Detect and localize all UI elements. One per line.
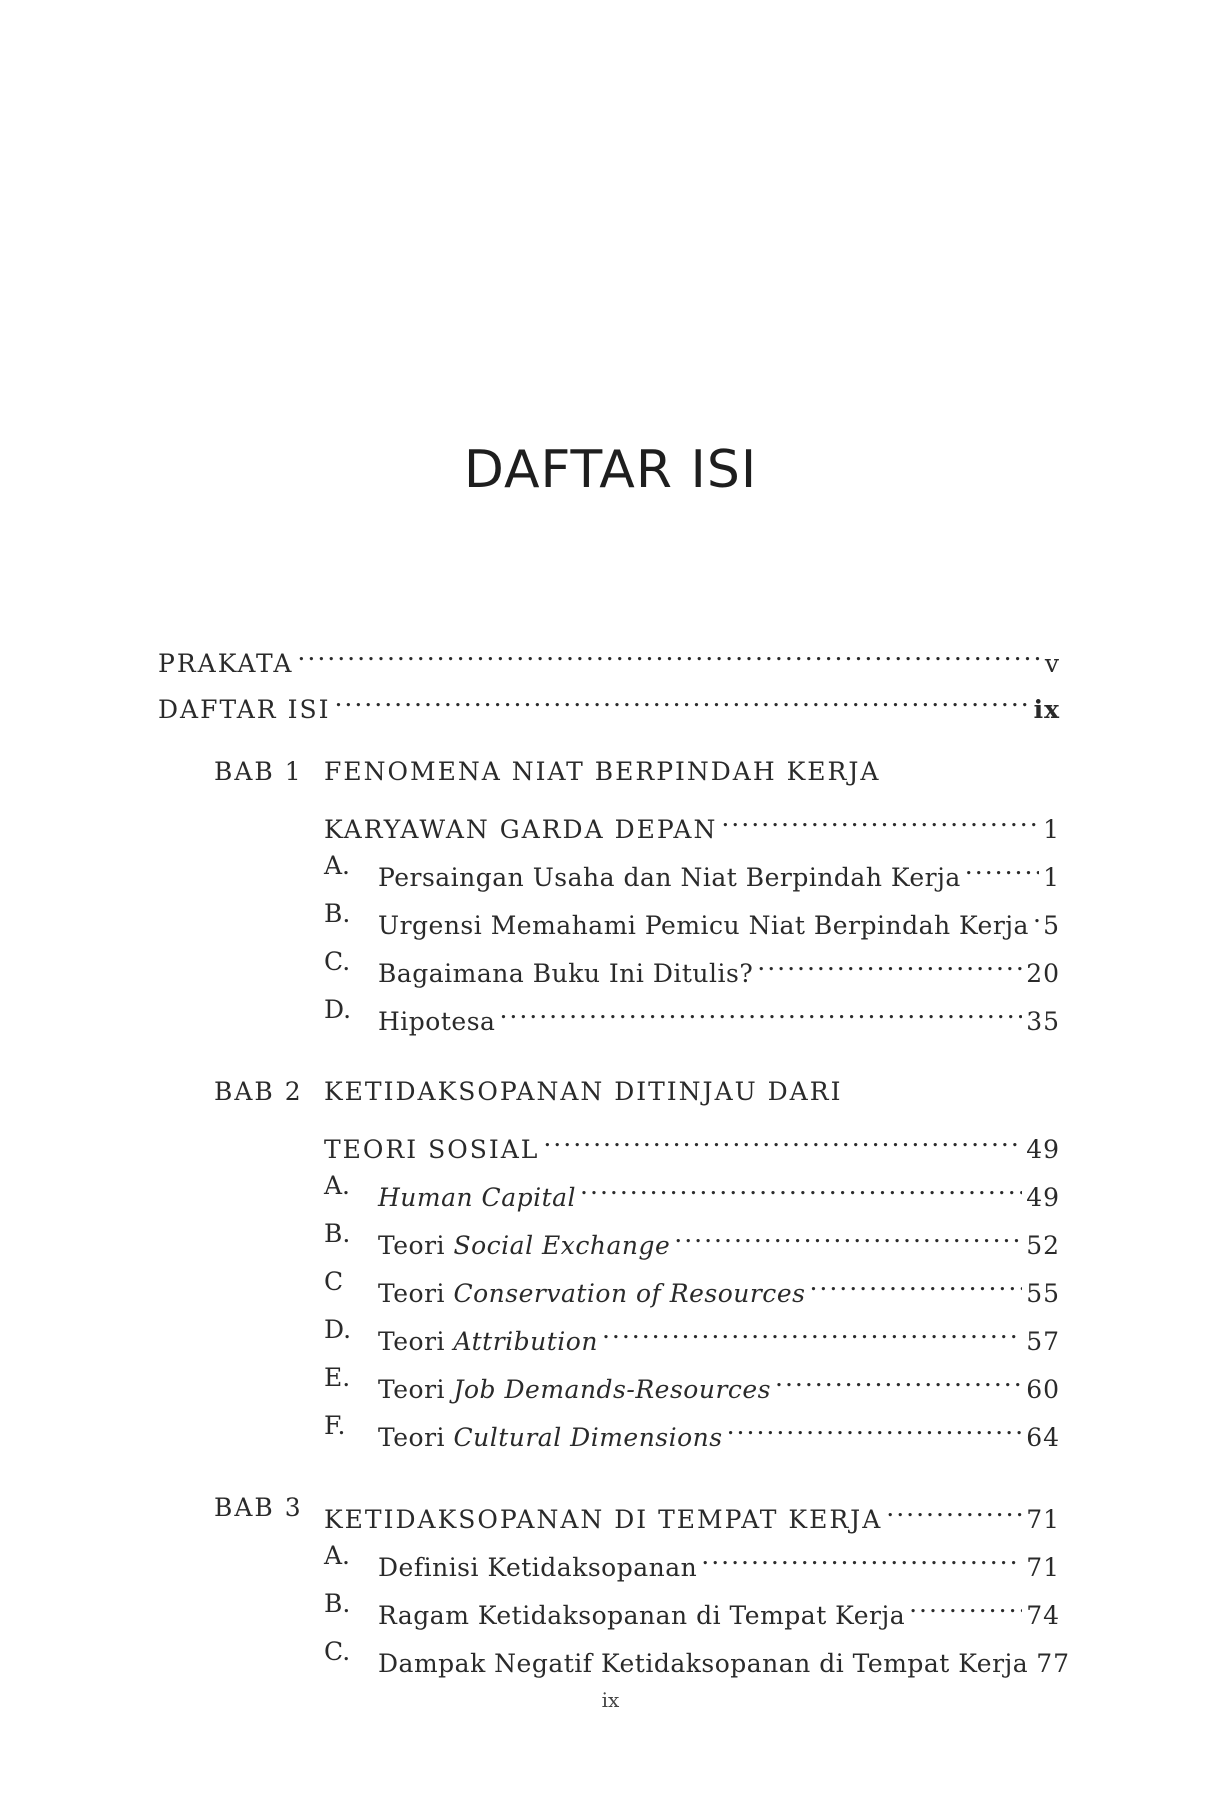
chapter-number: BAB 2 xyxy=(214,1077,303,1106)
toc-entry-page: 74 xyxy=(1026,1601,1060,1630)
section-letter: A. xyxy=(324,1541,351,1570)
dot-leader xyxy=(965,846,1039,886)
toc-entry-chapter-3[interactable] xyxy=(324,1488,1060,1534)
dot-leader xyxy=(886,1488,1022,1528)
section-title-prefix: Teori xyxy=(378,1375,454,1404)
toc-entry-page: 71 xyxy=(1026,1553,1060,1582)
toc-entry-section[interactable] xyxy=(378,942,1060,988)
section-title: Dampak Negatif Ketidaksopanan di Tempat Kerja xyxy=(378,1649,1029,1678)
dot-leader xyxy=(757,942,1022,982)
section-title-italic: Human Capital xyxy=(378,1183,577,1212)
toc-entry-page: 1 xyxy=(1043,863,1060,892)
dot-leader xyxy=(1033,894,1039,934)
toc-entry-page: 20 xyxy=(1026,959,1060,988)
toc-entry-section[interactable] xyxy=(378,894,1060,940)
section-title-italic: Attribution xyxy=(453,1327,598,1356)
page-title: DAFTAR ISI xyxy=(463,440,758,500)
chapter-title: FENOMENA NIAT BERPINDAH KERJA xyxy=(324,757,881,786)
section-letter: F. xyxy=(324,1411,346,1440)
toc-entry-section[interactable] xyxy=(378,1584,1060,1630)
toc-entry-section[interactable] xyxy=(378,1632,1071,1678)
section-title-italic: Conservation of Resources xyxy=(453,1279,806,1308)
section-title: Urgensi Memahami Pemicu Niat Berpindah Kerja xyxy=(378,911,1029,940)
section-title xyxy=(378,1178,576,1218)
toc-entry-page: 71 xyxy=(1026,1505,1060,1534)
chapter-title: KETIDAKSOPANAN DITINJAU DARI xyxy=(324,1077,843,1106)
section-letter: D. xyxy=(324,1315,352,1344)
toc-entry-page: 55 xyxy=(1026,1279,1060,1308)
chapter-title: KARYAWAN GARDA DEPAN xyxy=(324,815,718,844)
toc-entry-page: ix xyxy=(1033,695,1060,724)
chapter-title-line[interactable] xyxy=(324,752,1060,792)
section-letter: C xyxy=(324,1267,344,1296)
chapter-title-line[interactable] xyxy=(324,1072,1060,1112)
section-title-prefix: Teori xyxy=(378,1327,454,1356)
section-title-prefix: Teori xyxy=(378,1231,454,1260)
toc-entry-page: 49 xyxy=(1026,1135,1060,1164)
section-letter: B. xyxy=(324,899,351,928)
toc-entry-page: 52 xyxy=(1026,1231,1060,1260)
section-title: Persaingan Usaha dan Niat Berpindah Kerja xyxy=(378,863,961,892)
section-letter: C. xyxy=(324,947,351,976)
dot-leader xyxy=(602,1310,1022,1350)
section-letter: B. xyxy=(324,1219,351,1248)
section-title xyxy=(378,1322,598,1362)
toc-entry-chapter-1[interactable] xyxy=(324,798,1060,844)
toc-entry-daftar-isi[interactable] xyxy=(158,678,1060,724)
section-title-italic: Cultural Dimensions xyxy=(453,1423,723,1452)
section-title: Definisi Ketidaksopanan xyxy=(378,1553,698,1582)
chapter-number: BAB 1 xyxy=(214,757,303,786)
page-number: ix xyxy=(601,1688,620,1712)
chapter-title: TEORI SOSIAL xyxy=(324,1135,540,1164)
chapter-number: BAB 3 xyxy=(214,1493,303,1522)
section-title xyxy=(378,1226,670,1266)
dot-leader xyxy=(809,1262,1022,1302)
section-title xyxy=(378,1274,805,1314)
section-letter: A. xyxy=(324,851,351,880)
dot-leader xyxy=(727,1406,1023,1446)
dot-leader xyxy=(775,1358,1022,1398)
section-letter: A. xyxy=(324,1171,351,1200)
dot-leader xyxy=(499,990,1022,1030)
toc-entry-page: 77 xyxy=(1036,1649,1071,1678)
section-title: Bagaimana Buku Ini Ditulis? xyxy=(378,959,754,988)
toc-entry-page: 5 xyxy=(1043,911,1060,940)
toc-entry-section[interactable] xyxy=(378,1310,1060,1356)
section-title-italic: Job Demands-Resources xyxy=(453,1375,772,1404)
toc-entry-section[interactable] xyxy=(378,990,1060,1036)
section-title: Hipotesa xyxy=(378,1007,496,1036)
section-title: Ragam Ketidaksopanan di Tempat Kerja xyxy=(378,1601,906,1630)
section-title-prefix: Teori xyxy=(378,1279,454,1308)
section-title xyxy=(378,1418,723,1458)
dot-leader xyxy=(297,632,1040,672)
toc-entry-label: DAFTAR ISI xyxy=(158,695,331,724)
toc-entry-page: 57 xyxy=(1026,1327,1060,1356)
dot-leader xyxy=(721,798,1039,838)
dot-leader xyxy=(543,1118,1022,1158)
toc-entry-page: 1 xyxy=(1043,815,1060,844)
toc-entry-section[interactable] xyxy=(378,1214,1060,1260)
toc-entry-section[interactable] xyxy=(378,1262,1060,1308)
chapter-title: KETIDAKSOPANAN DI TEMPAT KERJA xyxy=(324,1505,883,1534)
toc-entry-section[interactable] xyxy=(378,846,1060,892)
section-title-italic: Social Exchange xyxy=(453,1231,671,1260)
dot-leader xyxy=(334,678,1029,718)
toc-entry-section[interactable] xyxy=(378,1166,1060,1212)
section-letter: B. xyxy=(324,1589,351,1618)
toc-entry-page: 60 xyxy=(1026,1375,1060,1404)
section-title xyxy=(378,1370,771,1410)
toc-entry-page: 64 xyxy=(1026,1423,1060,1452)
toc-entry-chapter-2[interactable] xyxy=(324,1118,1060,1164)
section-title-prefix: Teori xyxy=(378,1423,454,1452)
dot-leader xyxy=(580,1166,1022,1206)
toc-entry-section[interactable] xyxy=(378,1406,1060,1452)
toc-entry-label: PRAKATA xyxy=(158,649,294,678)
section-letter: E. xyxy=(324,1363,351,1392)
toc-entry-page: v xyxy=(1044,649,1060,678)
section-letter: D. xyxy=(324,995,352,1024)
toc-entry-page: 49 xyxy=(1026,1183,1060,1212)
toc-entry-section[interactable] xyxy=(378,1536,1060,1582)
dot-leader xyxy=(674,1214,1022,1254)
dot-leader xyxy=(909,1584,1022,1624)
dot-leader xyxy=(701,1536,1022,1576)
toc-entry-section[interactable] xyxy=(378,1358,1060,1404)
section-letter: C. xyxy=(324,1637,351,1666)
toc-entry-prakata[interactable] xyxy=(158,632,1060,678)
toc-entry-page: 35 xyxy=(1026,1007,1060,1036)
